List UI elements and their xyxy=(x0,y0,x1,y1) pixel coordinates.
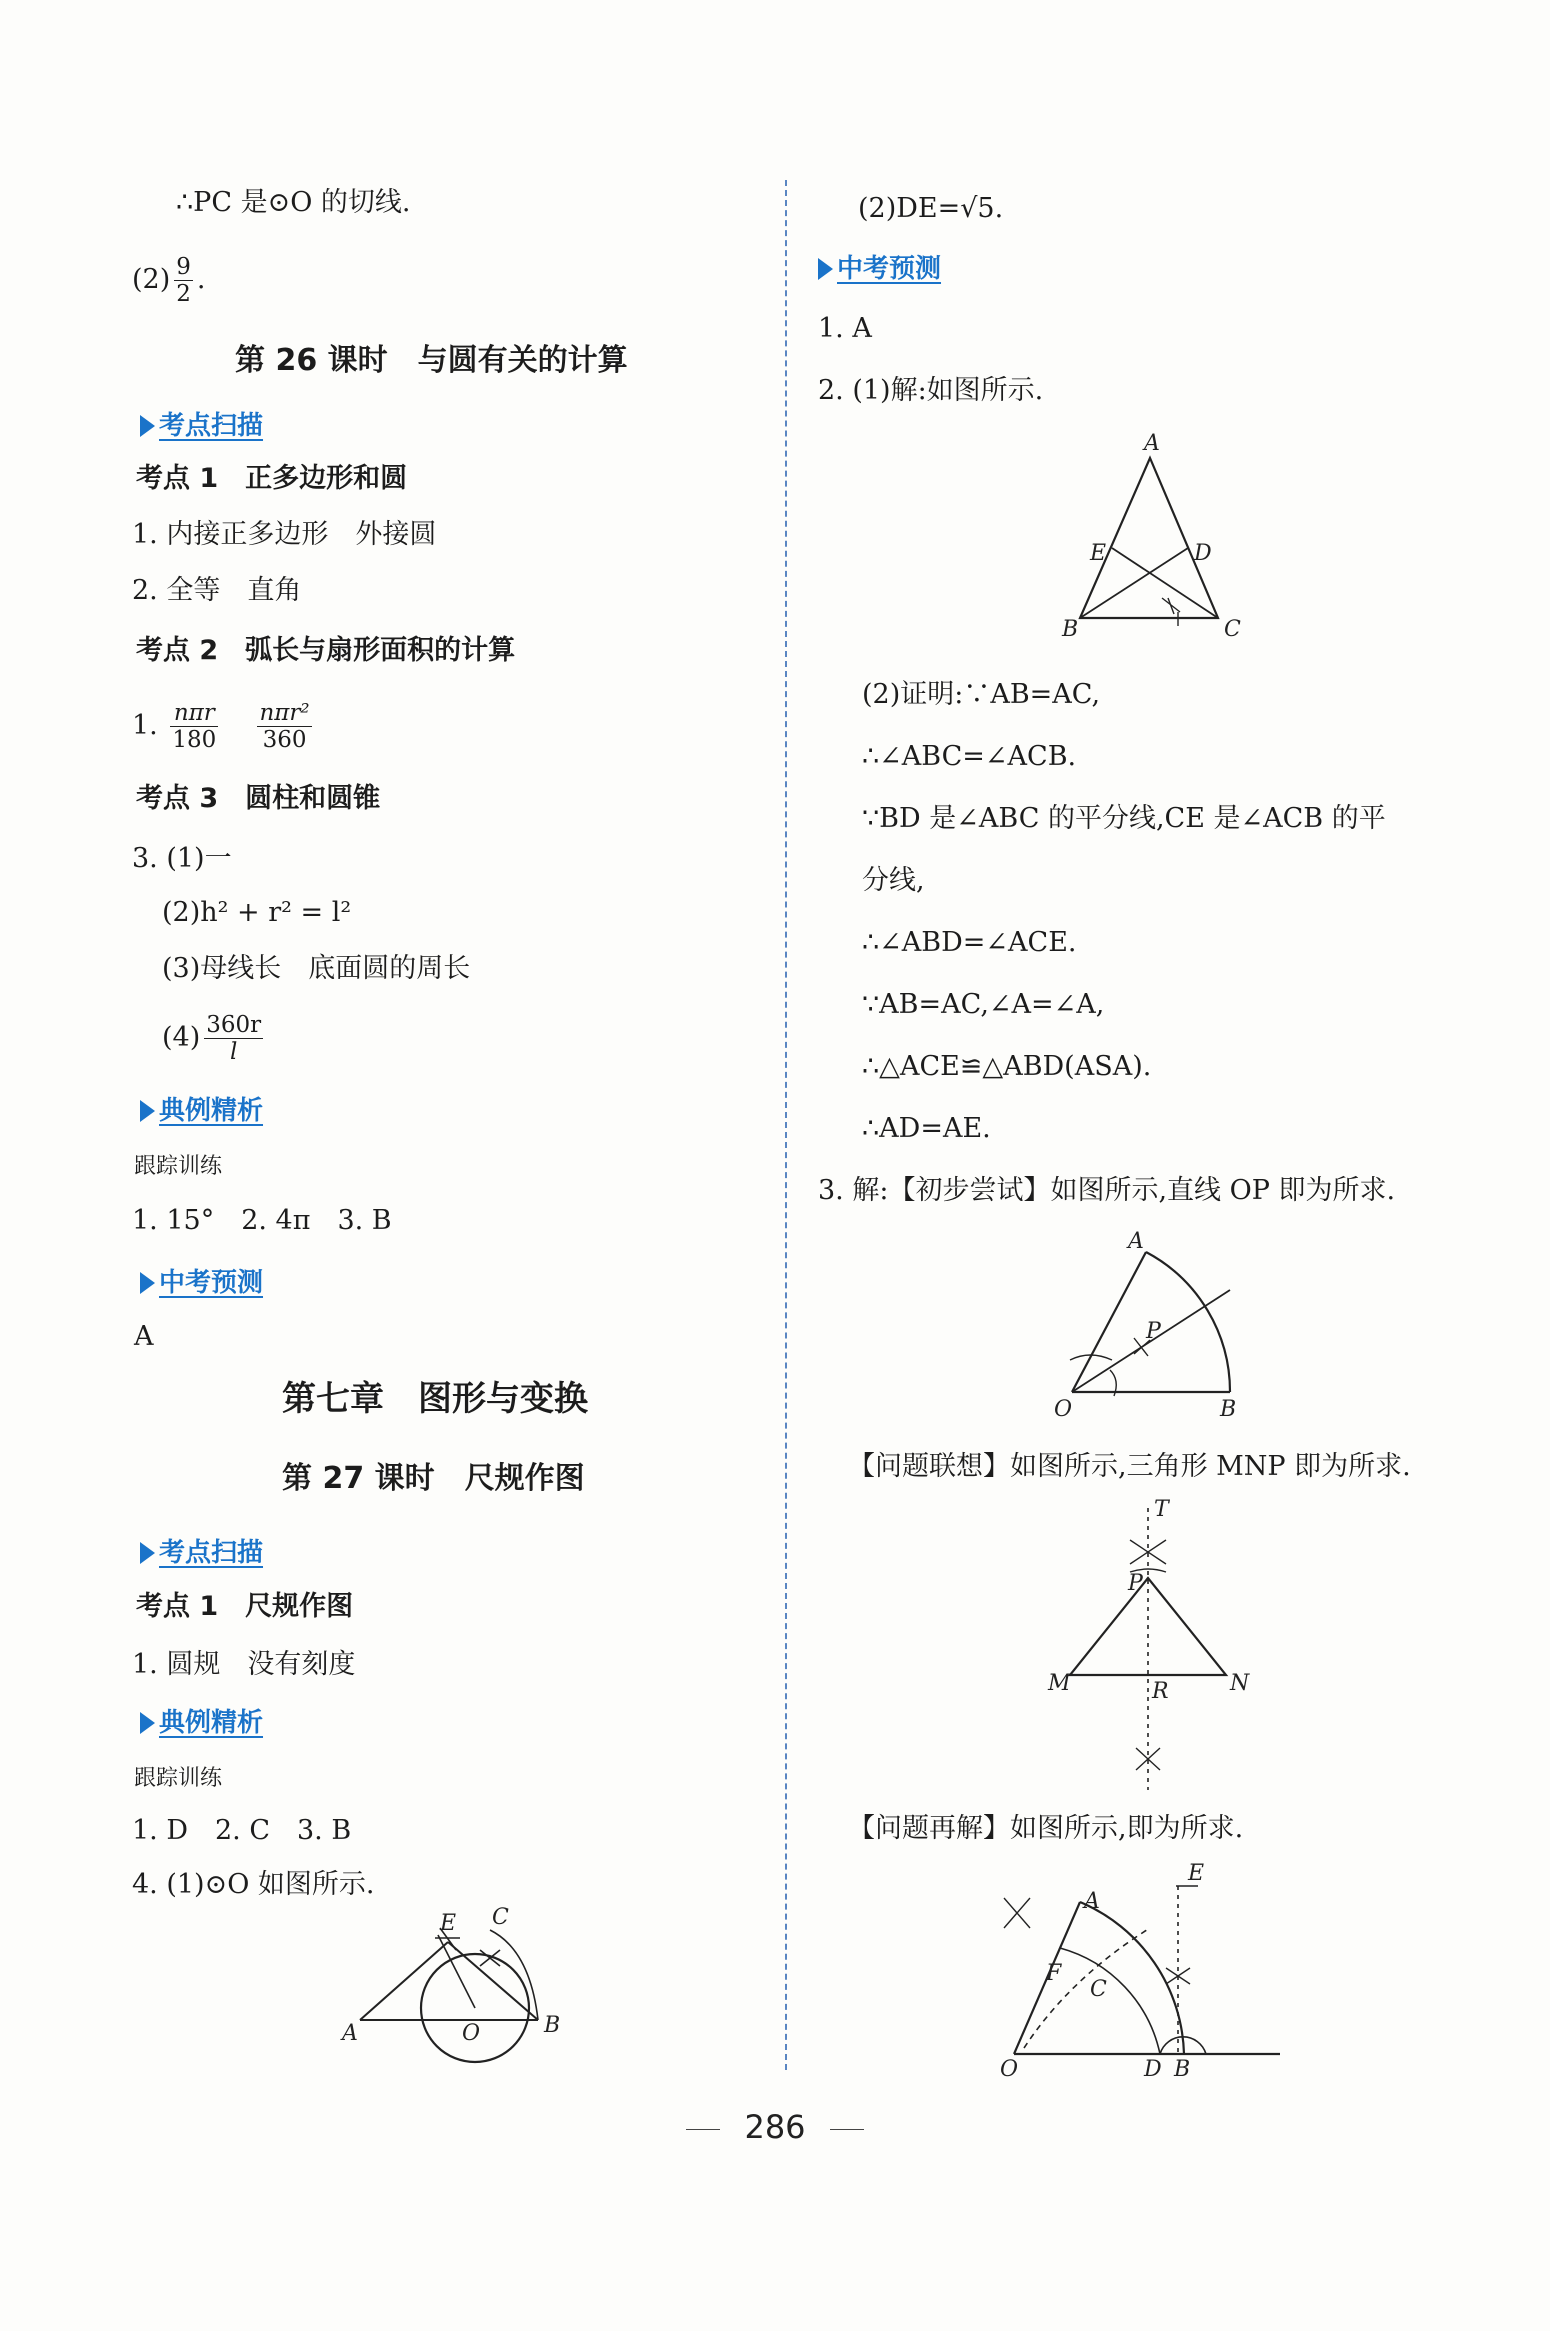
figure-sector-bisector xyxy=(1050,1230,1260,1420)
svg-text:N: N xyxy=(1230,1671,1250,1696)
svg-text:B: B xyxy=(544,2013,561,2038)
svg-text:E: E xyxy=(1188,1861,1205,1886)
figure-circle-construction xyxy=(340,1880,580,2080)
proof-line-4: 分线, xyxy=(862,865,925,896)
fraction: $\frac{\text{nπr}}{180}$ xyxy=(172,700,217,753)
tracking-practice-label: 跟踪训练 xyxy=(134,1154,223,1179)
kaodian-3-answer-2: (2)h² + r² = l² xyxy=(162,897,352,928)
chapter-7-title: 第七章 图形与变换 xyxy=(282,1379,588,1419)
section-kdsm-2: 考点扫描 xyxy=(140,1532,263,1569)
fraction: $\frac{\text{nπr²}}{360}$ xyxy=(259,700,310,753)
tracking-practice-label-2: 跟踪训练 xyxy=(134,1766,223,1791)
proof-line-3: ∵BD 是∠ABC 的平分线,CE 是∠ACB 的平 xyxy=(862,803,1386,834)
tracking-practice-answers-2: 1. D 2. C 3. B xyxy=(132,1815,352,1846)
svg-text:O: O xyxy=(1000,2057,1019,2078)
page-number-dash-left xyxy=(686,2129,720,2130)
svg-text:B: B xyxy=(1174,2057,1191,2078)
segment-eo xyxy=(438,1935,475,2008)
right-answer-1: 1. A xyxy=(818,313,872,344)
svg-text:P: P xyxy=(1128,1571,1143,1596)
svg-text:C: C xyxy=(1090,1977,1107,2002)
triangle-marker-icon xyxy=(140,1100,155,1122)
right-answer-2: 2. (1)解:如图所示. xyxy=(818,375,1044,406)
tracking-practice-answers: 1. 15° 2. 4π 3. B xyxy=(132,1205,392,1236)
section-kdsm-1: 考点扫描 xyxy=(140,405,263,442)
lesson-27-kaodian-1: 考点 1 尺规作图 xyxy=(136,1591,354,1622)
zkyc-answer: A xyxy=(134,1321,154,1352)
answer-2: (2) $\frac{9}{2}$ . xyxy=(132,254,206,307)
lesson-26-title: 第 26 课时 与圆有关的计算 xyxy=(235,343,628,378)
svg-text:C: C xyxy=(492,1905,509,1930)
svg-text:A: A xyxy=(1084,1889,1100,1914)
proof-line-1: (2)证明:∵AB=AC, xyxy=(862,679,1101,710)
right-answer-de: (2)DE=√5. xyxy=(858,193,1004,224)
kaodian-3-answer-3: (3)母线长 底面圆的周长 xyxy=(162,953,471,984)
figure-final-construction xyxy=(990,1858,1300,2078)
kaodian-1-answer-2: 2. 全等 直角 xyxy=(132,575,302,606)
svg-text:A: A xyxy=(342,2021,358,2046)
triangle-marker-icon xyxy=(140,1542,155,1564)
kaodian-3-answer-1: 3. (1)一 xyxy=(132,843,232,874)
kaodian-2-answer: 1. $\frac{\text{nπr}}{180}$ $\frac{\text{nπr²}}{360}$ xyxy=(132,700,310,753)
svg-text:B: B xyxy=(1220,1397,1237,1420)
triangle-abc xyxy=(1080,458,1218,618)
kaodian-1: 考点 1 正多边形和圆 xyxy=(136,463,408,494)
fraction: $\frac{9}{2}$ xyxy=(176,254,191,307)
svg-text:T: T xyxy=(1154,1497,1169,1522)
right-answer-3: 3. 解:【初步尝试】如图所示,直线 OP 即为所求. xyxy=(818,1175,1396,1206)
column-divider xyxy=(785,180,787,2070)
triangle-marker-icon xyxy=(140,1712,155,1734)
svg-text:O: O xyxy=(1054,1397,1073,1420)
svg-text:D: D xyxy=(1194,541,1212,566)
kaodian-2: 考点 2 弧长与扇形面积的计算 xyxy=(136,635,516,666)
svg-text:C: C xyxy=(1224,617,1241,642)
kaodian-3-answer-4: (4) $\frac{360r}{l}$ xyxy=(162,1012,262,1065)
section-dljx-2: 典例精析 xyxy=(140,1702,263,1739)
svg-text:D: D xyxy=(1144,2057,1162,2078)
figure-isosceles-triangle xyxy=(1050,430,1250,650)
proof-line-5: ∴∠ABD=∠ACE. xyxy=(862,927,1077,958)
section-dljx-1: 典例精析 xyxy=(140,1090,263,1127)
svg-text:A: A xyxy=(1144,431,1160,456)
triangle-marker-icon xyxy=(140,1272,155,1294)
proof-line-8: ∴AD=AE. xyxy=(862,1113,991,1144)
section-zkyc-1: 中考预测 xyxy=(140,1262,263,1299)
segment-ae xyxy=(360,1942,448,2020)
svg-text:R: R xyxy=(1152,1679,1169,1704)
svg-text:B: B xyxy=(1062,617,1079,642)
triangle-marker-icon xyxy=(818,258,833,280)
svg-text:P: P xyxy=(1146,1319,1161,1344)
proof-line-7: ∴△ACE≌△ABD(ASA). xyxy=(862,1051,1152,1082)
segment-oa xyxy=(1072,1252,1146,1392)
page-number: 286 xyxy=(0,2108,1550,2146)
page-number-dash-right xyxy=(830,2129,864,2130)
kaodian-3: 考点 3 圆柱和圆锥 xyxy=(136,783,381,814)
right-answer-3b: 【问题联想】如图所示,三角形 MNP 即为所求. xyxy=(848,1451,1411,1482)
section-zkyc-2: 中考预测 xyxy=(818,248,941,285)
kaodian-1-answer-1: 1. 内接正多边形 外接圆 xyxy=(132,519,437,550)
proof-line-6: ∵AB=AC,∠A=∠A, xyxy=(862,989,1105,1020)
svg-text:O: O xyxy=(462,2021,481,2046)
triangle-marker-icon xyxy=(140,415,155,437)
svg-text:F: F xyxy=(1046,1961,1062,1986)
lesson-27-kaodian-1-answer: 1. 圆规 没有刻度 xyxy=(132,1649,356,1680)
question-4-part-1: 4. (1)⊙O 如图所示. xyxy=(132,1869,375,1900)
lesson-27-title: 第 27 课时 尺规作图 xyxy=(282,1461,585,1496)
proof-conclusion: ∴PC 是⊙O 的切线. xyxy=(176,187,411,218)
svg-text:E: E xyxy=(1090,541,1107,566)
svg-text:E: E xyxy=(440,1911,457,1936)
fraction: $\frac{360r}{l}$ xyxy=(206,1012,262,1065)
svg-text:A: A xyxy=(1128,1230,1144,1254)
right-answer-3c: 【问题再解】如图所示,即为所求. xyxy=(848,1813,1244,1844)
svg-text:M: M xyxy=(1048,1671,1071,1696)
figure-triangle-mnp xyxy=(1030,1490,1270,1790)
arc-fd xyxy=(1060,1948,1160,2054)
proof-line-2: ∴∠ABC=∠ACB. xyxy=(862,741,1077,772)
